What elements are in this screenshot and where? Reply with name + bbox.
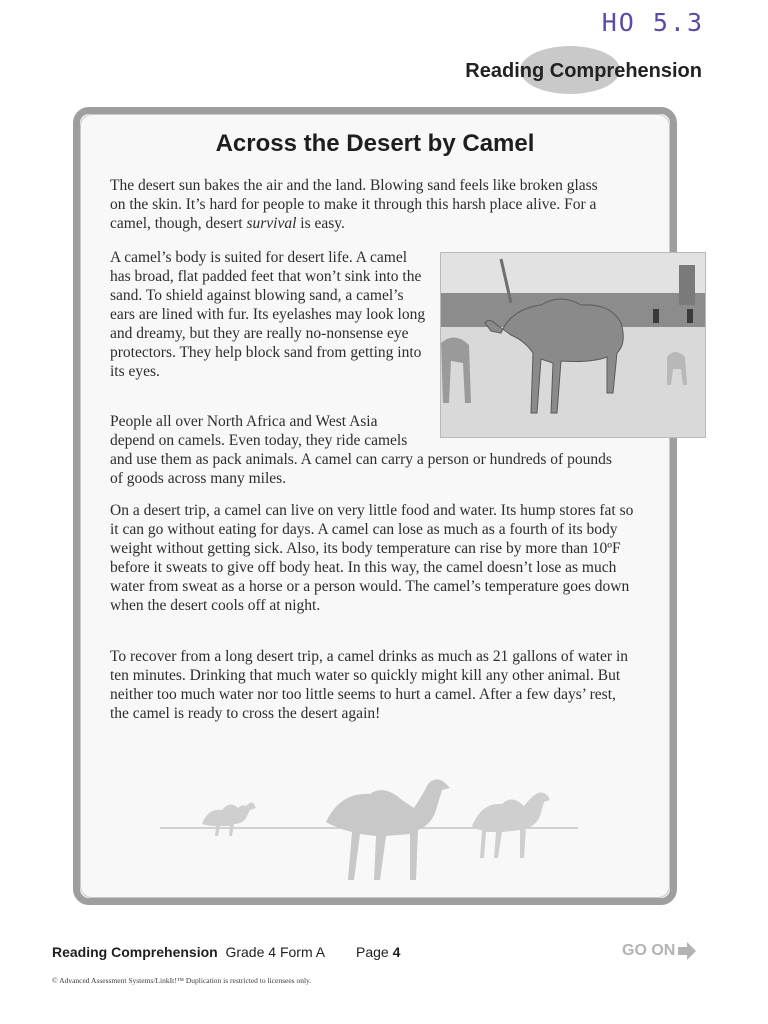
footer-test-name: Reading Comprehension — [52, 944, 218, 960]
paragraph-4: On a desert trip, a camel can live on very little food and water. Its hump stores fat so it can go without eating for days. A camel can lose as much as a fourth of its body weight without getting sick. Also, its body temperature can rise by more than 10ºF before it sweats to give off body heat. In this way, the camel doesn’t lose as much water from sweat as a horse or a person would. The camel’s temperature goes down when the desert cools off at night. — [110, 502, 634, 614]
paragraph-3-text: People all over North Africa and West Asia depend on camels. Even today, they ride camels and use them as pack animals. A camel can carry a person or hundreds of pounds of goods across many miles. — [110, 413, 612, 487]
paragraph-5: To recover from a long desert trip, a camel drinks as much as 21 gallons of water in ten minutes. Drinking that much water so quickly might kill any other animal. But neither too much water nor too little seems to hurt a camel. After a few days’ rest, the camel is ready to cross the desert again! — [110, 648, 629, 722]
small-camel-icon — [202, 802, 256, 836]
handout-label: HO 5.3 — [601, 8, 704, 37]
medium-camel-icon — [472, 792, 550, 858]
copyright-notice: © Advanced Assessment Systems/LinkIt!™ Duplication is restricted to licensees only. — [52, 976, 312, 985]
page-word: Page — [356, 944, 389, 960]
camel-photo — [440, 252, 706, 438]
paragraph-3-wrap — [110, 412, 628, 488]
paragraph-1 — [110, 176, 610, 233]
footer-test-info — [52, 944, 325, 960]
paragraph-1-end: is easy. — [296, 215, 345, 232]
footer-form: Grade 4 Form A — [225, 944, 326, 960]
section-title: Reading Comprehension — [465, 60, 702, 82]
arrow-right-icon — [677, 942, 697, 960]
paragraph-2: A camel’s body is suited for desert life. A camel has broad, flat padded feet that won’t sink into the sand. To shield against blowing sand, a camel’s ears are lined with fur. Its eyelashes may look long and dreamy, but they are really no-nonsense eye protectors. They help block sand from getting into its eyes. — [110, 249, 426, 380]
go-on-label: GO ON — [622, 942, 676, 959]
camel-silhouettes-decoration — [150, 770, 590, 890]
story-title: Across the Desert by Camel — [215, 130, 535, 157]
camel-photo-image — [441, 253, 705, 437]
page-number: 4 — [392, 944, 401, 960]
page-indicator — [356, 944, 400, 960]
paragraph-1-italic-word: survival — [246, 215, 297, 232]
large-camel-icon — [326, 779, 450, 880]
paragraph-1-text: The desert sun bakes the air and the land. Blowing sand feels like broken glass on the skin. It’s hard for people to make it through this harsh place alive. For a camel, though, desert — [110, 177, 598, 232]
go-on-indicator — [622, 942, 697, 960]
